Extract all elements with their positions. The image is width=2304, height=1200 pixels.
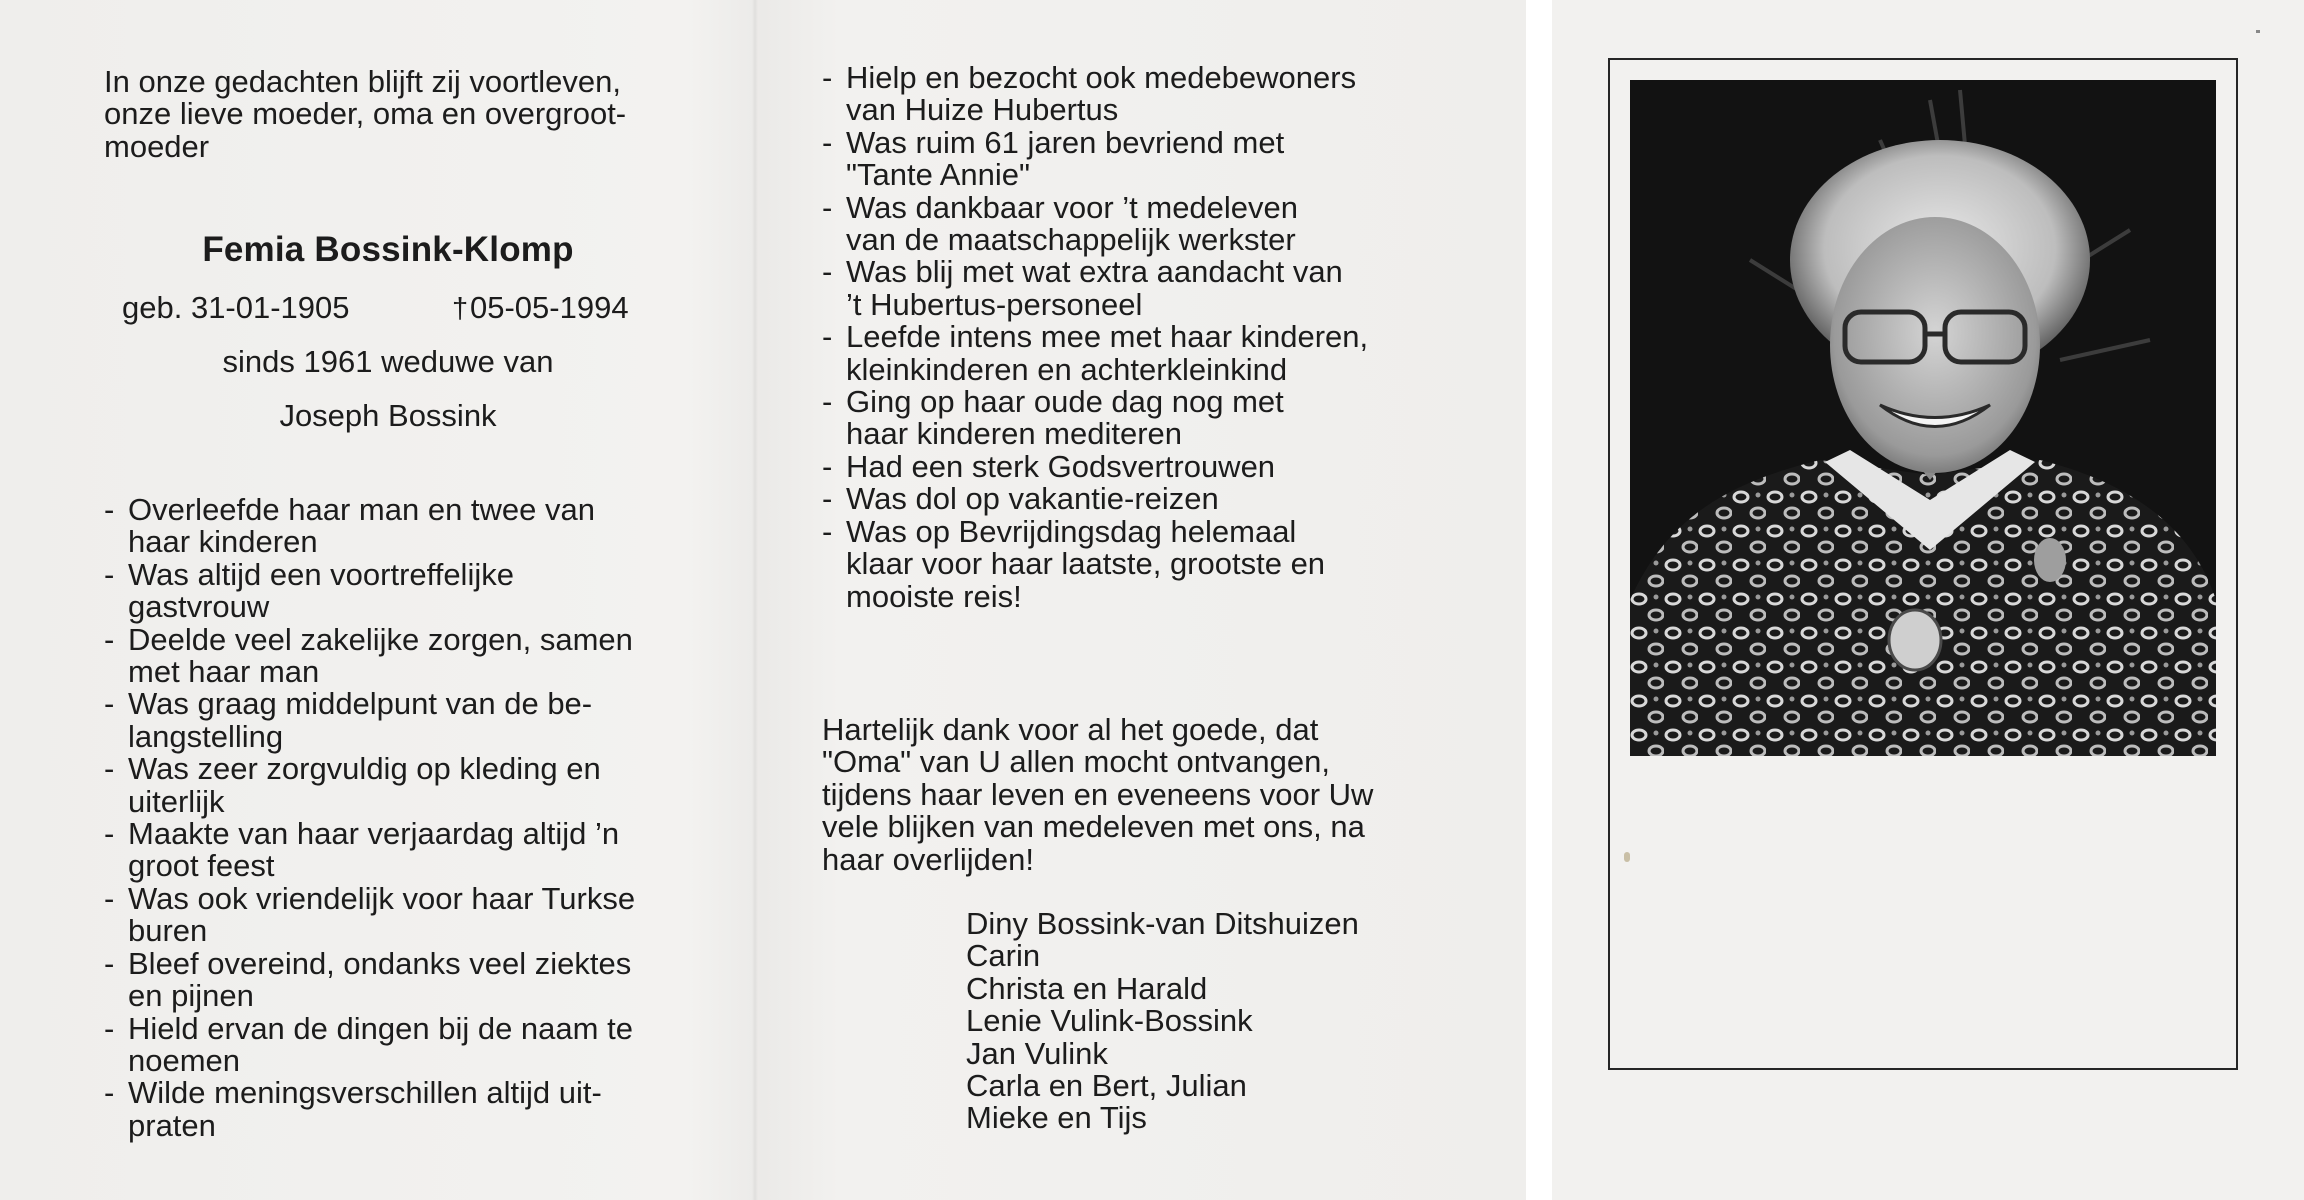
bullet-dash: - <box>104 1075 115 1111</box>
trait-line: en pijnen <box>128 978 254 1014</box>
bullet-dash: - <box>822 513 833 549</box>
trait-line: Was altijd een voortreffelijke <box>128 556 514 592</box>
thanks-line: "Oma" van U allen mocht ontvangen, <box>822 744 1330 780</box>
trait-line: Was zeer zorgvuldig op kleding en <box>128 751 601 787</box>
trait-line: Was ruim 61 jaren bevriend met <box>846 124 1285 160</box>
signer: Diny Bossink-van Ditshuizen <box>966 906 1359 941</box>
trait-text <box>128 753 601 818</box>
trait-item <box>104 1077 704 1142</box>
signer: Mieke en Tijs <box>966 1100 1147 1136</box>
trait-line: groot feest <box>128 848 275 884</box>
paper-speck <box>1624 852 1630 862</box>
signer: Jan Vulink <box>966 1035 1108 1071</box>
bullet-dash: - <box>104 492 115 527</box>
trait-line: Leefde intens mee met haar kinderen, <box>846 319 1369 355</box>
intro-text <box>104 66 704 163</box>
trait-text <box>128 1010 633 1078</box>
trait-line: klaar voor haar laatste, grootste en <box>846 546 1326 582</box>
trait-item <box>822 513 1442 614</box>
bullet-dash: - <box>822 124 833 160</box>
trait-line: Was dankbaar voor ’t medeleven <box>846 189 1299 225</box>
trait-line: Bleef overeind, ondanks veel ziektes <box>128 945 632 981</box>
trait-text <box>128 818 619 883</box>
trait-item <box>822 256 1442 321</box>
trait-line: mooiste reis! <box>846 578 1022 614</box>
trait-item <box>104 621 704 690</box>
trait-text <box>846 124 1285 193</box>
thanks-line: Hartelijk dank voor al het goede, dat <box>822 712 1319 747</box>
intro-line: In onze gedachten blijft zij voortleven, <box>104 64 621 99</box>
trait-line: Hield ervan de dingen bij de naam te <box>128 1010 633 1046</box>
trait-item <box>822 189 1442 258</box>
paper-mark <box>2256 30 2260 33</box>
trait-line: Was op Bevrijdingsdag helemaal <box>846 513 1297 549</box>
signer: Lenie Vulink-Bossink <box>966 1003 1253 1039</box>
bullet-dash: - <box>822 481 833 517</box>
signer: Carin <box>966 938 1041 974</box>
trait-item <box>104 753 704 818</box>
trait-line: Ging op haar oude dag nog met <box>846 384 1284 420</box>
intro-line: moeder <box>104 128 210 164</box>
trait-line: met haar man <box>128 654 320 690</box>
bullet-dash: - <box>822 448 833 484</box>
trait-text <box>846 386 1284 451</box>
thanks-line: tijdens haar leven en eveneens voor Uw <box>822 776 1374 812</box>
signers-list <box>966 908 1446 1135</box>
trait-text <box>846 189 1299 258</box>
left-column <box>104 64 704 1143</box>
death-date-group <box>452 292 629 325</box>
bullet-dash: - <box>104 880 115 916</box>
bullet-dash: - <box>104 686 115 722</box>
bullet-dash: - <box>822 60 833 95</box>
trait-line: haar kinderen <box>128 524 318 560</box>
bullet-dash: - <box>104 556 115 592</box>
thanks-line: vele blijken van medeleven met ons, na <box>822 809 1365 845</box>
widow-text: sinds 1961 weduwe van <box>222 344 554 379</box>
portrait-illustration <box>1630 80 2216 756</box>
trait-text <box>846 513 1326 614</box>
portrait-photo <box>1630 80 2216 756</box>
trait-text <box>846 448 1276 484</box>
trait-item <box>104 556 704 625</box>
birth-date: geb. 31-01-1905 <box>122 290 350 325</box>
husband-name: Joseph Bossink <box>279 398 497 433</box>
bullet-dash: - <box>822 384 833 420</box>
trait-text <box>128 494 595 559</box>
trait-item <box>822 321 1442 386</box>
trait-line: kleinkinderen en achterkleinkind <box>846 351 1288 387</box>
trait-item <box>822 124 1442 193</box>
trait-line: Wilde meningsverschillen altijd uit- <box>128 1075 602 1111</box>
trait-text <box>846 62 1356 127</box>
trait-item <box>104 818 704 883</box>
trait-text <box>128 945 632 1014</box>
trait-line: ’t Hubertus-personeel <box>846 286 1143 322</box>
trait-line: langstelling <box>128 718 284 754</box>
trait-item <box>822 386 1442 451</box>
thanks-line: haar overlijden! <box>822 841 1034 877</box>
deceased-name: Femia Bossink-Klomp <box>202 230 574 269</box>
trait-line: Hielp en bezocht ook medebewoners <box>846 60 1357 95</box>
trait-line: buren <box>128 913 208 949</box>
trait-item <box>822 483 1442 515</box>
trait-line: Overleefde haar man en twee van <box>128 492 595 527</box>
trait-item <box>822 62 1442 127</box>
trait-line: haar kinderen mediteren <box>846 416 1183 452</box>
thanks-text <box>822 714 1442 876</box>
trait-line: noemen <box>128 1042 241 1078</box>
bullet-dash: - <box>104 1010 115 1046</box>
intro-line: onze lieve moeder, oma en overgroot- <box>104 96 627 132</box>
cross-icon: † <box>452 293 469 325</box>
signer: Carla en Bert, Julian <box>966 1068 1247 1104</box>
trait-line: Maakte van haar verjaardag altijd ’n <box>128 816 620 852</box>
trait-text <box>128 1077 602 1142</box>
bullet-dash: - <box>104 816 115 852</box>
trait-line: gastvrouw <box>128 589 270 625</box>
bullet-dash: - <box>822 189 833 225</box>
trait-item <box>104 688 704 753</box>
bullet-dash: - <box>822 254 833 290</box>
trait-line: Was blij met wat extra aandacht van <box>846 254 1343 290</box>
trait-line: Had een sterk Godsvertrouwen <box>846 448 1276 484</box>
trait-item <box>104 880 704 949</box>
trait-line: Was ook vriendelijk voor haar Turkse <box>128 880 636 916</box>
trait-text <box>846 321 1368 386</box>
bullet-dash: - <box>822 319 833 355</box>
trait-line: uiterlijk <box>128 783 225 819</box>
trait-line: van de maatschappelijk werkster <box>846 222 1296 258</box>
bullet-dash: - <box>104 621 115 657</box>
trait-text <box>128 556 514 625</box>
trait-text <box>128 688 592 753</box>
traits-list-left <box>104 494 704 1142</box>
trait-item <box>104 1010 704 1078</box>
traits-list-middle <box>822 62 1442 613</box>
trait-text <box>846 256 1343 321</box>
trait-line: Deelde veel zakelijke zorgen, samen <box>128 621 633 657</box>
trait-line: praten <box>128 1107 216 1143</box>
trait-line: "Tante Annie" <box>846 157 1031 193</box>
bullet-dash: - <box>104 751 115 787</box>
trait-text <box>128 621 633 690</box>
card-fold <box>752 0 758 1200</box>
trait-item <box>822 448 1442 484</box>
trait-line: van Huize Hubertus <box>846 92 1119 128</box>
trait-line: Was dol op vakantie-reizen <box>846 481 1219 517</box>
bullet-dash: - <box>104 945 115 981</box>
life-dates <box>122 292 682 326</box>
trait-item <box>104 945 704 1014</box>
death-date: 05-05-1994 <box>470 290 629 325</box>
trait-line: Was graag middelpunt van de be- <box>128 686 593 722</box>
trait-text <box>128 880 636 949</box>
signer: Christa en Harald <box>966 970 1208 1006</box>
trait-text <box>846 483 1219 515</box>
trait-item <box>104 494 704 559</box>
